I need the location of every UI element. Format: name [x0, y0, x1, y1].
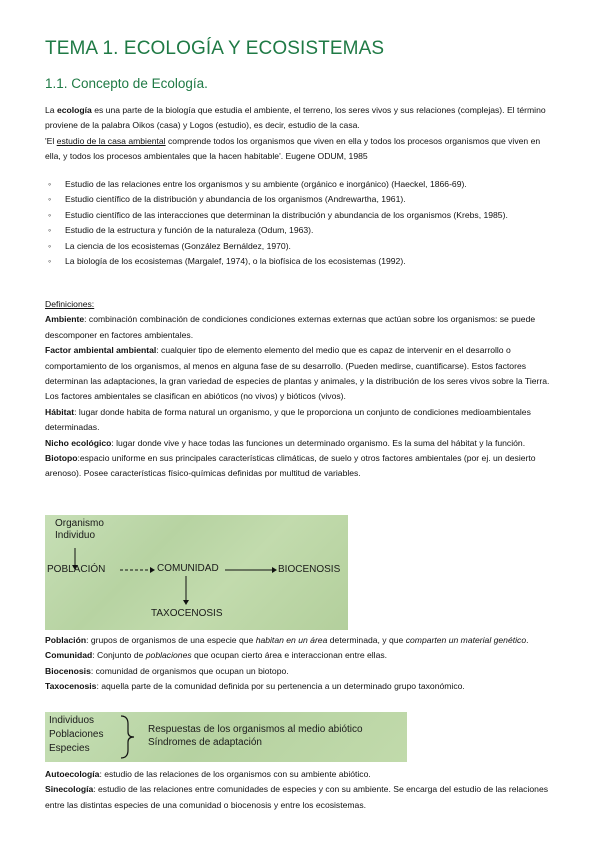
hierarchy-diagram	[45, 515, 348, 630]
definition-sinecologia: Sinecología: estudio de las relaciones entre comunidades de especies y con su ambiente. Se encarga del estudio de las relaciones entre las distintas especies de una comunidad o biocenosis y entre los ecosistemas.	[45, 784, 549, 810]
definition-taxocenosis: Taxocenosis: aquella parte de la comunidad definida por su pertenencia a un determinado grupo taxonómico.	[45, 681, 465, 692]
label-poblaciones: Poblaciones	[49, 729, 104, 740]
arrow-down2-head	[183, 600, 189, 605]
definitions-section-3	[45, 767, 555, 813]
term-ecologia: ecología	[56, 105, 92, 115]
intro-text: es una parte de la biología que estudia el ambiente, el terreno, los seres vivos y sus relaciones (complejas). El término proviene de la palabra Oikos (casa) y Logos (estudio), es decir, estudio de la casa.	[45, 105, 546, 131]
label-individuos: Individuos	[49, 715, 95, 726]
arrow-right-head	[272, 567, 277, 573]
list-item: ◦ Estudio científico de las interacciones que determinan la distribución y abundancia de los organismos (Krebs, 1985).	[48, 208, 556, 223]
label-organismo: Organismo	[55, 518, 104, 529]
arrow-dashed-head	[150, 567, 155, 573]
definitions-list	[48, 177, 556, 269]
definition-nicho: Nicho ecológico: lugar donde vive y hace todas las funciones un determinado organismo. Es la suma del hábitat y la función.	[45, 437, 526, 448]
definition-habitat: Hábitat: lugar donde habita de forma natural un organismo, y que le proporciona un conjunto de condiciones medioambientales determinadas.	[45, 406, 531, 433]
label-taxocenosis: TAXOCENOSIS	[151, 608, 223, 619]
intro-paragraph	[45, 103, 555, 165]
quote-underlined: estudio de la casa ambiental	[56, 135, 166, 146]
label-sindromes: Síndromes de adaptación	[148, 737, 262, 748]
definition-factor-ambiental: Factor ambiental ambiental: cualquier tipo de elemento elemento del medio que es capaz de intervenir en el desarrollo o comportamiento de los organismos, al menos en alguna fase de su desarrollo. (Pueden medirse, cuantificarse). Estos factores determinan las adaptaciones, la gran variedad de especies de plantas y animales, y la distribución de los seres vivos sobre la Tierra. Los factores ambientales se clasifican en abióticos (no vivos) y bióticos (vivos).	[45, 345, 550, 402]
definition-poblacion: Población: grupos de organismos de una especie que habitan en un área determinada, y que comparten un material genético.	[45, 635, 529, 645]
quote-text: 'El	[45, 135, 57, 146]
label-especies: Especies	[49, 743, 90, 754]
list-item: ◦ Estudio científico de la distribución y abundancia de los organismos (Andrewartha, 1961).	[48, 192, 556, 207]
definitions-section-2	[45, 633, 555, 695]
label-poblacion: POBLACIÓN	[47, 564, 106, 575]
definitions-section	[45, 297, 555, 482]
intro-text: La	[45, 105, 57, 115]
levels-diagram	[45, 712, 407, 762]
definition-ambiente: Ambiente: combinación combinación de condiciones condiciones externas externas que actúan sobre los organismos: se puede descomponer en factores ambientales.	[45, 314, 536, 340]
label-comunidad: COMUNIDAD	[157, 563, 219, 574]
list-item: ◦ Estudio de las relaciones entre los organismos y su ambiente (orgánico e inorgánico) (Haeckel, 1866-69).	[48, 177, 556, 192]
list-item: ◦ Estudio de la estructura y función de la naturaleza (Odum, 1963).	[48, 223, 556, 238]
definition-comunidad: Comunidad: Conjunto de poblaciones que ocupan cierto área e interaccionan entre ellas.	[45, 650, 388, 661]
label-respuestas: Respuestas de los organismos al medio abiótico	[148, 724, 363, 735]
definition-biotopo: Biotopo:espacio uniforme en sus principales características climáticas, de suelo y otros factores ambientales (por ej. un desierto arenoso). Posee características físico-químicas definidas por multitud de variables.	[45, 453, 536, 479]
list-item: ◦ La biología de los ecosistemas (Margalef, 1974), o la biofísica de los ecosistemas (1992).	[48, 254, 556, 269]
label-individuo: Individuo	[55, 530, 96, 541]
label-biocenosis: BIOCENOSIS	[278, 564, 341, 575]
list-item: ◦ La ciencia de los ecosistemas (González Bernáldez, 1970).	[48, 239, 556, 254]
definitions-heading: Definiciones:	[45, 299, 95, 309]
quote-text: comprende todos los organismos que viven en ella y todos los procesos organismos que viven en ella, y todos los procesos ambientales que la hacen habitable'. Eugene ODUM, 1985	[45, 135, 541, 162]
definition-autoecologia: Autoecología: estudio de las relaciones de los organismos con su ambiente abiótico.	[45, 769, 371, 779]
page-title: TEMA 1. ECOLOGÍA Y ECOSISTEMAS	[45, 38, 385, 59]
section-heading: 1.1. Concepto de Ecología.	[45, 76, 208, 91]
curly-brace	[121, 716, 134, 758]
definition-biocenosis: Biocenosis: comunidad de organismos que ocupan un biotopo.	[45, 665, 289, 676]
